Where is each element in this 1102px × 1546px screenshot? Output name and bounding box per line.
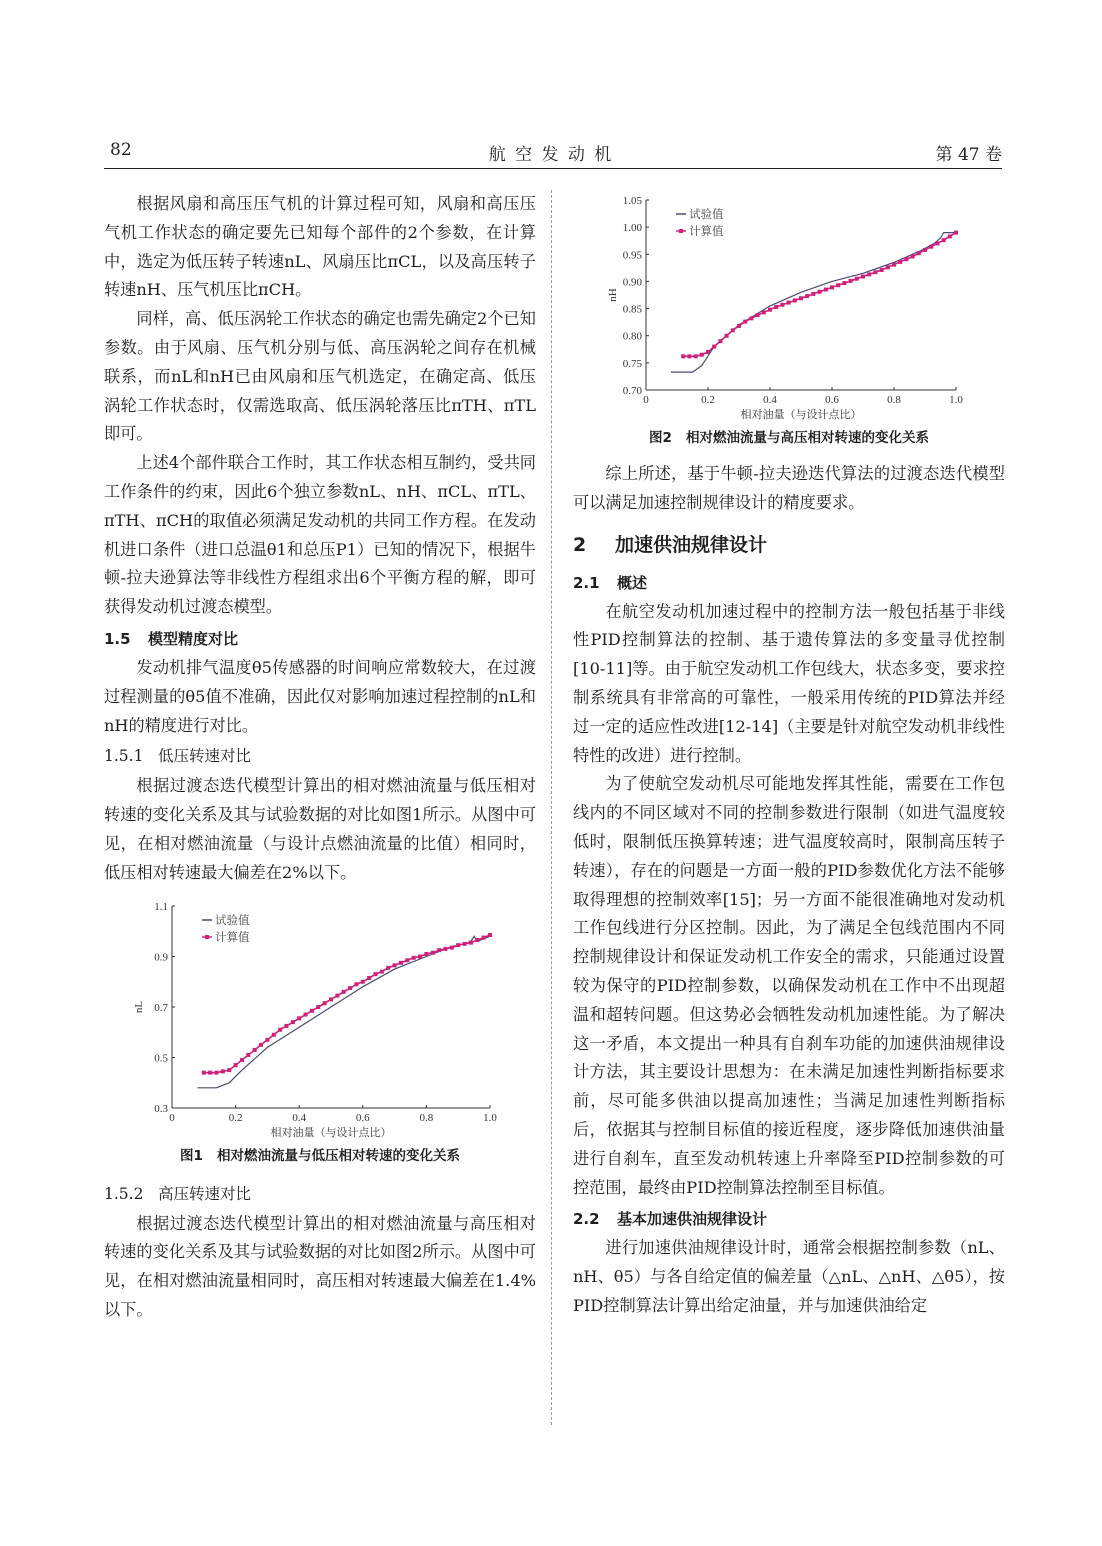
figure-2 xyxy=(573,190,1005,446)
data-point xyxy=(380,969,384,973)
page-number: 82 xyxy=(110,140,132,160)
legend-label: 计算值 xyxy=(215,929,250,944)
data-point xyxy=(399,960,403,964)
y-tick-label: 0.90 xyxy=(622,276,642,289)
figure-number: 图2 xyxy=(649,430,672,446)
series-line xyxy=(197,936,490,1088)
data-point xyxy=(361,979,365,983)
chapter-title: 加速供油规律设计 xyxy=(615,533,768,556)
chapter-number: 2 xyxy=(573,533,587,556)
legend-marker xyxy=(679,229,683,233)
y-tick-label: 1.1 xyxy=(154,901,168,913)
data-point xyxy=(450,945,454,949)
data-point xyxy=(437,948,441,952)
figure-number: 图1 xyxy=(180,1147,203,1164)
data-point xyxy=(811,292,815,296)
data-point xyxy=(240,1058,244,1062)
y-axis-label: nH xyxy=(607,288,619,302)
data-point xyxy=(393,963,397,967)
data-point xyxy=(836,283,840,287)
x-tick-label: 0 xyxy=(643,394,649,406)
data-point xyxy=(488,933,492,937)
x-tick-label: 0.6 xyxy=(355,1111,370,1124)
data-point xyxy=(799,296,803,300)
data-point xyxy=(756,313,760,317)
data-point xyxy=(954,231,958,235)
data-point xyxy=(208,1070,212,1074)
y-tick-label: 0.5 xyxy=(154,1052,168,1065)
data-point xyxy=(316,1005,320,1009)
data-point xyxy=(246,1053,250,1057)
y-tick-label: 0.80 xyxy=(622,330,642,343)
data-point xyxy=(469,940,473,944)
data-point xyxy=(253,1047,257,1051)
data-point xyxy=(374,972,378,976)
section-heading xyxy=(573,570,1005,596)
legend-marker xyxy=(205,935,209,939)
header-rule xyxy=(104,168,1002,169)
x-axis-label: 相对油量（与设计点比） xyxy=(270,1126,392,1139)
data-point xyxy=(762,310,766,314)
subsection-number: 1.5.2 xyxy=(104,1184,144,1203)
figure-caption xyxy=(573,426,1005,446)
data-point xyxy=(849,279,853,283)
paragraph: 综上所述，基于牛顿-拉夫逊迭代算法的过渡态迭代模型可以满足加速控制规律设计的精度要求。 xyxy=(573,464,1005,512)
section-number: 2.1 xyxy=(573,573,600,592)
chart-high-pressure-speed xyxy=(573,190,1005,422)
data-point xyxy=(911,254,915,258)
data-point xyxy=(367,975,371,979)
data-point xyxy=(681,354,685,358)
journal-title: 航 空 发 动 机 xyxy=(488,145,614,165)
section-title: 基本加速供油规律设计 xyxy=(617,1210,768,1229)
data-point xyxy=(463,941,467,945)
data-point xyxy=(272,1032,276,1036)
data-point xyxy=(265,1037,269,1041)
data-point xyxy=(830,285,834,289)
y-tick-label: 1.05 xyxy=(622,195,642,207)
subsection-title: 低压转速对比 xyxy=(158,747,252,766)
section-heading xyxy=(104,626,536,652)
data-point xyxy=(718,339,722,343)
data-point xyxy=(737,324,741,328)
data-point xyxy=(348,986,352,990)
paragraph: 为了使航空发动机尽可能地发挥其性能，需要在工作包线内的不同区域对不同的控制参数进行限制（如进气温度较低时，限制低压换算转速；进气温度较高时，限制高压转子转速），存在的问题是一方面一般的PID参数优化方法不能够取得理想的控制效率[15]；另一方面不能很准确地对发动机工作包线进行分区控制。因此，为了满足全包线范围内不同控制规律设计和保证发动机工作安全的需求，只能通过设置较为保守的PID控制参数，以确保发动机在工作中不出现超温和超转问题。但这势必会牺牲发动机加速性能。为了解决这一矛盾，本文提出一种具有自刹车功能的加速供油规律设计方法，其主要设计思想为：在未满足加速性判断指标要求前，尽可能多供油以提高加速性；当满足加速性判断指标后，依据其与控制目标值的接近程度，逐步降低加速供油量进行自刹车，直至发动机转速上升率降至PID控制参数的可控范围，最终由PID控制算法控制至目标值。 xyxy=(573,774,1005,1197)
data-point xyxy=(855,277,859,281)
paragraph: 上述4个部件联合工作时，其工作状态相互制约，受共同工作条件的约束，因此6个独立参数nL、nH、πCL、πTL、πTH、πCH的取值必须满足发动机的共同工作方程。在发动机进口条件（进口总温θ1和总压P1）已知的情况下，根据牛顿-拉夫逊算法等非线性方程组求出6个平衡方程的解，即可获得发动机过渡态模型。 xyxy=(104,453,536,617)
data-point xyxy=(873,270,877,274)
x-tick-label: 1.0 xyxy=(483,1111,497,1124)
series-line xyxy=(204,935,490,1073)
column-divider xyxy=(551,190,552,1425)
data-point xyxy=(482,935,486,939)
data-point xyxy=(310,1008,314,1012)
data-point xyxy=(787,301,791,305)
x-tick-label: 0 xyxy=(169,1111,175,1124)
x-tick-label: 0.8 xyxy=(887,394,901,406)
y-tick-label: 0.9 xyxy=(154,951,168,964)
paragraph: 根据过渡态迭代模型计算出的相对燃油流量与高压相对转速的变化关系及其与试验数据的对比如图2所示。从图中可见，在相对燃油流量相同时，高压相对转速最大偏差在1.4%以下。 xyxy=(104,1213,536,1319)
data-point xyxy=(227,1068,231,1072)
data-point xyxy=(700,353,704,357)
data-point xyxy=(412,955,416,959)
data-point xyxy=(297,1016,301,1020)
data-point xyxy=(323,1001,327,1005)
data-point xyxy=(743,320,747,324)
subsection-number: 1.5.1 xyxy=(104,747,144,766)
x-tick-label: 0.2 xyxy=(228,1111,243,1124)
section-number: 2.2 xyxy=(573,1210,600,1229)
figure-caption xyxy=(104,1144,536,1164)
data-point xyxy=(731,328,735,332)
data-point xyxy=(935,241,939,245)
figure-1 xyxy=(104,902,536,1164)
subsection-title: 高压转速对比 xyxy=(158,1184,252,1203)
data-point xyxy=(706,350,710,354)
data-point xyxy=(780,303,784,307)
data-point xyxy=(431,950,435,954)
paragraph: 同样，高、低压涡轮工作状态的确定也需先确定2个已知参数。由于风扇、压气机分别与低、高压涡轮之间存在机械联系，而nL和nH已由风扇和压气机选定，在确定高、低压涡轮工作状态时，仅需选取高、低压涡轮落压比πTH、πTL即可。 xyxy=(104,309,536,444)
data-point xyxy=(774,305,778,309)
x-tick-label: 0.8 xyxy=(419,1111,434,1124)
subsection-heading xyxy=(104,742,536,770)
section-title: 模型精度对比 xyxy=(148,629,239,648)
x-tick-label: 1.0 xyxy=(949,394,963,406)
data-point xyxy=(824,288,828,292)
data-point xyxy=(424,952,428,956)
y-tick-label: 0.85 xyxy=(622,303,642,316)
legend-label: 试验值 xyxy=(215,912,250,927)
data-point xyxy=(880,268,884,272)
data-point xyxy=(861,275,865,279)
section-title: 概述 xyxy=(617,573,648,592)
subsection-heading xyxy=(104,1180,536,1208)
data-point xyxy=(929,245,933,249)
figure-title: 相对燃油流量与低压相对转速的变化关系 xyxy=(216,1147,460,1164)
paragraph: 进行加速供油规律设计时，通常会根据控制参数（nL、nH、θ5）与各自给定值的偏差量（△nL、△nH、△θ5），按PID控制算法计算出给定油量，并与加速供油给定 xyxy=(573,1238,1005,1315)
data-point xyxy=(768,308,772,312)
data-point xyxy=(202,1070,206,1074)
y-tick-label: 0.7 xyxy=(154,1001,168,1014)
data-point xyxy=(904,257,908,261)
data-point xyxy=(284,1023,288,1027)
y-tick-label: 1.00 xyxy=(622,222,642,235)
data-point xyxy=(725,334,729,338)
data-point xyxy=(867,272,871,276)
section-heading xyxy=(573,1206,1005,1232)
x-axis-label: 相对油量（与设计点比） xyxy=(740,409,862,421)
paragraph: 发动机排气温度θ5传感器的时间响应常数较大，在过渡过程测量的θ5值不准确，因此仅对影响加速过程控制的nL和nH的精度进行对比。 xyxy=(104,657,536,735)
data-point xyxy=(329,997,333,1001)
x-tick-label: 0.4 xyxy=(763,394,777,406)
data-point xyxy=(712,345,716,349)
y-tick-label: 0.75 xyxy=(622,357,642,370)
paragraph: 在航空发动机加速过程中的控制方法一般包括基于非线性PID控制算法的控制、基于遗传算法的多变量寻优控制[10-11]等。由于航空发动机工作包线大，状态多变，要求控制系统具有非常高的可靠性，一般采用传统的PID算法并经过一定的适应性改进[12-14]（主要是针对航空发动机非线性特性的改进）进行控制。 xyxy=(573,601,1005,765)
series-line xyxy=(683,233,956,357)
data-point xyxy=(278,1027,282,1031)
data-point xyxy=(942,238,946,242)
data-point xyxy=(898,260,902,264)
data-point xyxy=(304,1012,308,1016)
y-tick-label: 0.3 xyxy=(154,1102,168,1115)
figure-title: 相对燃油流量与高压相对转速的变化关系 xyxy=(685,430,929,446)
data-point xyxy=(687,354,691,358)
data-point xyxy=(259,1042,263,1046)
left-column xyxy=(104,190,536,1325)
data-point xyxy=(443,946,447,950)
data-point xyxy=(886,265,890,269)
data-point xyxy=(948,234,952,238)
data-point xyxy=(215,1070,219,1074)
data-point xyxy=(405,958,409,962)
data-point xyxy=(354,982,358,986)
y-tick-label: 0.70 xyxy=(622,385,642,397)
x-tick-label: 0.6 xyxy=(825,394,839,406)
data-point xyxy=(917,251,921,255)
legend-label: 计算值 xyxy=(689,224,724,238)
data-point xyxy=(342,989,346,993)
y-axis-label: nL xyxy=(133,1000,145,1013)
data-point xyxy=(923,248,927,252)
data-point xyxy=(221,1069,225,1073)
x-tick-label: 0.2 xyxy=(701,394,715,406)
data-point xyxy=(456,943,460,947)
data-point xyxy=(793,298,797,302)
data-point xyxy=(749,316,753,320)
data-point xyxy=(805,294,809,298)
y-tick-label: 0.95 xyxy=(622,249,642,262)
chapter-heading xyxy=(573,530,1005,560)
data-point xyxy=(335,993,339,997)
data-point xyxy=(694,354,698,358)
data-point xyxy=(386,965,390,969)
paragraph: 根据风扇和高压压气机的计算过程可知，风扇和高压压气机工作状态的确定要先已知每个部件的2个参数，在计算中，选定为低压转子转速nL、风扇压比πCL，以及高压转子转速nH、压气机压比πCH。 xyxy=(104,194,536,300)
series-line xyxy=(671,233,956,373)
data-point xyxy=(475,938,479,942)
data-point xyxy=(892,263,896,267)
x-tick-label: 0.4 xyxy=(292,1111,307,1124)
data-point xyxy=(291,1020,295,1024)
data-point xyxy=(234,1063,238,1067)
section-number: 1.5 xyxy=(104,629,131,648)
data-point xyxy=(418,954,422,958)
data-point xyxy=(842,281,846,285)
right-column xyxy=(573,190,1005,1321)
data-point xyxy=(818,290,822,294)
paragraph: 根据过渡态迭代模型计算出的相对燃油流量与低压相对转速的变化关系及其与试验数据的对比如图1所示。从图中可见，在相对燃油流量（与设计点燃油流量的比值）相同时，低压相对转速最大偏差在2%以下。 xyxy=(104,776,536,882)
legend-label: 试验值 xyxy=(689,207,724,221)
volume-label: 第 47 卷 xyxy=(935,145,1002,165)
chart-low-pressure-speed xyxy=(104,902,536,1142)
